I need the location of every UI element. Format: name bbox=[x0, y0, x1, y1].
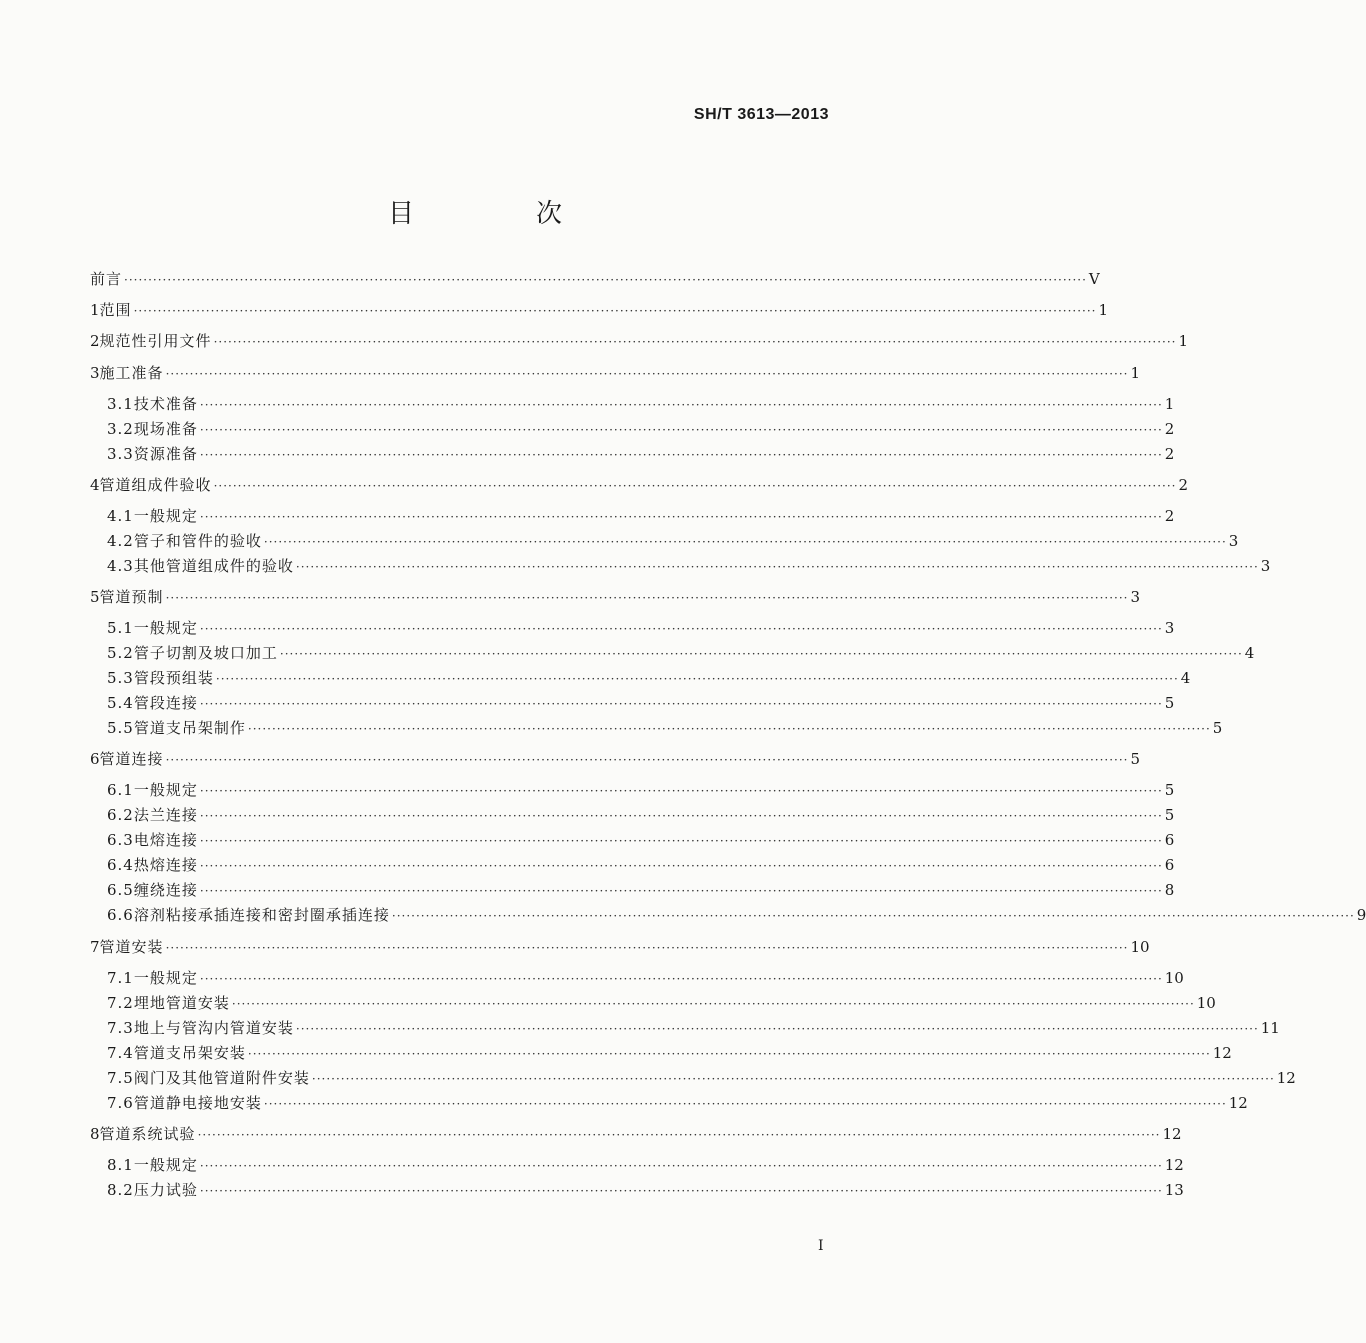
toc-entry-number: 6.5 bbox=[107, 881, 134, 899]
dot-leader: ········································································································································································································ bbox=[165, 591, 1129, 605]
toc-entry-label: 规范性引用文件 bbox=[99, 332, 212, 350]
dot-leader: ········································································································································································································ bbox=[213, 479, 1177, 493]
toc-entry-number: 2 bbox=[90, 332, 100, 350]
dot-leader: ········································································································································································································ bbox=[199, 423, 1163, 437]
toc-entry-page: 3 bbox=[1164, 619, 1175, 637]
dot-leader: ········································································································································································································ bbox=[199, 510, 1163, 524]
toc-entry-page: 1 bbox=[1130, 364, 1140, 382]
toc-entry-page: 10 bbox=[1164, 969, 1184, 987]
toc-entry-page: 12 bbox=[1228, 1094, 1248, 1112]
dot-leader: ········································································································································································································ bbox=[215, 672, 1179, 686]
toc-entry-label: 管段预组装 bbox=[133, 669, 214, 687]
dot-leader: ········································································································································································································ bbox=[165, 367, 1129, 381]
toc-entry[interactable] bbox=[107, 804, 1175, 826]
toc-entry-label: 管道组成件验收 bbox=[99, 476, 212, 494]
dot-leader: ········································································································································································································ bbox=[165, 941, 1129, 955]
toc-entry-number: 4.3 bbox=[107, 557, 134, 575]
toc-entry-page: 6 bbox=[1164, 856, 1175, 874]
toc-entry[interactable] bbox=[107, 1179, 1184, 1201]
toc-entry-page: V bbox=[1088, 270, 1100, 288]
toc-entry-page: 1 bbox=[1178, 332, 1188, 350]
dot-leader: ········································································································································································································ bbox=[263, 1097, 1227, 1111]
toc-entry-number: 7.1 bbox=[107, 969, 134, 987]
toc-entry-page: 2 bbox=[1164, 445, 1175, 463]
toc-entry-number: 3.2 bbox=[107, 420, 134, 438]
toc-entry-number: 1 bbox=[90, 301, 100, 319]
toc-entry[interactable] bbox=[90, 299, 1108, 321]
dot-leader: ········································································································································································································ bbox=[247, 722, 1211, 736]
dot-leader: ········································································································································································································ bbox=[124, 273, 1087, 287]
toc-entry-number: 3 bbox=[90, 364, 100, 382]
dot-leader: ········································································································································································································ bbox=[199, 448, 1163, 462]
toc-entry-page: 1 bbox=[1098, 301, 1108, 319]
toc-entry-number: 5.1 bbox=[107, 619, 134, 637]
toc-entry-page: 4 bbox=[1180, 669, 1191, 687]
toc-entry-page: 10 bbox=[1196, 994, 1216, 1012]
dot-leader: ········································································································································································································ bbox=[199, 859, 1163, 873]
toc-entry-label: 压力试验 bbox=[133, 1181, 198, 1199]
toc-entry[interactable] bbox=[107, 505, 1175, 527]
toc-entry-label: 现场准备 bbox=[133, 420, 198, 438]
toc-entry-number: 5.2 bbox=[107, 644, 134, 662]
toc-entry[interactable] bbox=[107, 555, 1271, 577]
toc-entry-label: 管道预制 bbox=[99, 588, 164, 606]
toc-entry[interactable] bbox=[90, 936, 1150, 958]
toc-entry[interactable] bbox=[107, 854, 1175, 876]
toc-entry-number: 7.2 bbox=[107, 994, 134, 1012]
toc-entry[interactable] bbox=[90, 748, 1140, 770]
toc-entry-number: 3.3 bbox=[107, 445, 134, 463]
toc-entry-label: 一般规定 bbox=[133, 507, 198, 525]
toc-entry-label: 管道连接 bbox=[99, 750, 164, 768]
toc-entry-page: 5 bbox=[1212, 719, 1223, 737]
toc-entry-number: 7.3 bbox=[107, 1019, 134, 1037]
dot-leader: ········································································································································································································ bbox=[199, 809, 1163, 823]
toc-entry-number: 6.6 bbox=[107, 906, 134, 924]
toc-entry-number: 4.2 bbox=[107, 532, 134, 550]
toc-entry-page: 1 bbox=[1164, 395, 1175, 413]
toc-entry-label: 管段连接 bbox=[133, 694, 198, 712]
toc-entry-page: 12 bbox=[1162, 1125, 1182, 1143]
toc-entry[interactable] bbox=[107, 1092, 1248, 1114]
toc-entry-label: 一般规定 bbox=[133, 969, 198, 987]
toc-entry-number: 4.1 bbox=[107, 507, 134, 525]
toc-entry-number: 8.2 bbox=[107, 1181, 134, 1199]
toc-entry[interactable] bbox=[90, 586, 1140, 608]
toc-entry-page: 3 bbox=[1130, 588, 1140, 606]
toc-entry-page: 5 bbox=[1164, 781, 1175, 799]
toc-entry[interactable] bbox=[107, 1042, 1232, 1064]
toc-entry-number: 8.1 bbox=[107, 1156, 134, 1174]
dot-leader: ········································································································································································································ bbox=[165, 753, 1129, 767]
toc-entry[interactable] bbox=[90, 1123, 1182, 1145]
toc-entry-label: 管道安装 bbox=[99, 938, 164, 956]
toc-entry-page: 12 bbox=[1212, 1044, 1232, 1062]
toc-entry[interactable] bbox=[107, 779, 1175, 801]
dot-leader: ········································································································································································································ bbox=[295, 1022, 1259, 1036]
toc-entry-page: 2 bbox=[1164, 507, 1175, 525]
toc-entry-page: 5 bbox=[1130, 750, 1140, 768]
toc-entry[interactable] bbox=[90, 362, 1140, 384]
toc-entry-number: 5.4 bbox=[107, 694, 134, 712]
toc-entry-page: 12 bbox=[1276, 1069, 1296, 1087]
dot-leader: ········································································································································································································ bbox=[199, 1159, 1163, 1173]
toc-entry[interactable] bbox=[107, 418, 1175, 440]
toc-entry[interactable] bbox=[107, 1017, 1280, 1039]
toc-entry-label: 管道静电接地安装 bbox=[133, 1094, 262, 1112]
toc-entry[interactable] bbox=[107, 992, 1216, 1014]
toc-entry-label: 热熔连接 bbox=[133, 856, 198, 874]
toc-entry-page: 12 bbox=[1164, 1156, 1184, 1174]
toc-entry-label: 范围 bbox=[99, 301, 132, 319]
toc-entry-label: 溶剂粘接承插连接和密封圈承插连接 bbox=[133, 906, 390, 924]
toc-entry-page: 11 bbox=[1260, 1019, 1280, 1037]
toc-entry-label: 阀门及其他管道附件安装 bbox=[133, 1069, 310, 1087]
toc-entry-label: 管子切割及坡口加工 bbox=[133, 644, 278, 662]
toc-entry-label: 地上与管沟内管道安装 bbox=[133, 1019, 294, 1037]
toc-entry-page: 3 bbox=[1260, 557, 1271, 575]
dot-leader: ········································································································································································································ bbox=[133, 304, 1097, 318]
toc-entry-page: 9 bbox=[1356, 906, 1366, 924]
toc-entry-label: 技术准备 bbox=[133, 395, 198, 413]
toc-entry[interactable] bbox=[107, 829, 1175, 851]
toc-entry-page: 2 bbox=[1178, 476, 1188, 494]
toc-entry-number: 6.3 bbox=[107, 831, 134, 849]
toc-entry-label: 施工准备 bbox=[99, 364, 164, 382]
toc-entry-label: 一般规定 bbox=[133, 1156, 198, 1174]
dot-leader: ········································································································································································································ bbox=[295, 560, 1259, 574]
toc-entry-label: 法兰连接 bbox=[133, 806, 198, 824]
dot-leader: ········································································································································································································ bbox=[199, 697, 1163, 711]
toc-entry-number: 5.3 bbox=[107, 669, 134, 687]
toc-entry-number: 3.1 bbox=[107, 395, 134, 413]
toc-entry-page: 3 bbox=[1228, 532, 1239, 550]
page-number: I bbox=[818, 1238, 824, 1254]
toc-entry-label: 管子和管件的验收 bbox=[133, 532, 262, 550]
toc-entry-label: 管道支吊架制作 bbox=[133, 719, 246, 737]
toc-entry[interactable] bbox=[107, 393, 1175, 415]
toc-entry-number: 8 bbox=[90, 1125, 100, 1143]
toc-entry-label: 埋地管道安装 bbox=[133, 994, 230, 1012]
standard-code: SH/T 3613—2013 bbox=[693, 106, 829, 123]
dot-leader: ········································································································································································································ bbox=[231, 997, 1195, 1011]
toc-entry[interactable] bbox=[107, 617, 1175, 639]
toc-entry-label: 一般规定 bbox=[133, 619, 198, 637]
toc-entry-label: 管道支吊架安装 bbox=[133, 1044, 246, 1062]
toc-entry-page: 5 bbox=[1164, 806, 1175, 824]
toc-entry-number: 5 bbox=[90, 588, 100, 606]
toc-entry[interactable] bbox=[107, 692, 1175, 714]
dot-leader: ········································································································································································································ bbox=[263, 535, 1227, 549]
toc-entry[interactable] bbox=[107, 443, 1175, 465]
toc-entry[interactable] bbox=[107, 1067, 1296, 1089]
toc-entry-number: 7.5 bbox=[107, 1069, 134, 1087]
toc-entry-label: 缠绕连接 bbox=[133, 881, 198, 899]
dot-leader: ········································································································································································································ bbox=[391, 909, 1355, 923]
toc-entry-label: 电熔连接 bbox=[133, 831, 198, 849]
toc-entry[interactable] bbox=[90, 474, 1188, 496]
toc-entry[interactable] bbox=[90, 330, 1188, 352]
dot-leader: ········································································································································································································ bbox=[199, 834, 1163, 848]
toc-entry-page: 4 bbox=[1244, 644, 1255, 662]
dot-leader: ········································································································································································································ bbox=[199, 622, 1163, 636]
toc-entry-page: 13 bbox=[1164, 1181, 1184, 1199]
dot-leader: ········································································································································································································ bbox=[247, 1047, 1211, 1061]
toc-entry-number: 7 bbox=[90, 938, 100, 956]
toc-entry-page: 5 bbox=[1164, 694, 1175, 712]
toc-entry-number: 6.2 bbox=[107, 806, 134, 824]
toc-entry-label: 管道系统试验 bbox=[99, 1125, 196, 1143]
toc-entry-number: 6.4 bbox=[107, 856, 134, 874]
toc-entry[interactable] bbox=[107, 1154, 1184, 1176]
toc-entry-number: 6 bbox=[90, 750, 100, 768]
toc-entry[interactable] bbox=[107, 879, 1175, 901]
toc-entry-label: 前言 bbox=[90, 270, 123, 288]
toc-entry-label: 资源准备 bbox=[133, 445, 198, 463]
toc-entry[interactable] bbox=[107, 904, 1366, 926]
dot-leader: ········································································································································································································ bbox=[311, 1072, 1275, 1086]
toc-entry[interactable] bbox=[107, 530, 1239, 552]
toc-entry[interactable] bbox=[107, 667, 1191, 689]
toc-entry-number: 4 bbox=[90, 476, 100, 494]
toc-entry[interactable] bbox=[107, 717, 1223, 739]
dot-leader: ········································································································································································································ bbox=[279, 647, 1243, 661]
dot-leader: ········································································································································································································ bbox=[197, 1128, 1161, 1142]
dot-leader: ········································································································································································································ bbox=[199, 884, 1163, 898]
dot-leader: ········································································································································································································ bbox=[199, 398, 1163, 412]
toc-entry-page: 8 bbox=[1164, 881, 1175, 899]
toc-entry-label: 其他管道组成件的验收 bbox=[133, 557, 294, 575]
dot-leader: ········································································································································································································ bbox=[199, 784, 1163, 798]
dot-leader: ········································································································································································································ bbox=[199, 1184, 1163, 1198]
toc-entry[interactable] bbox=[107, 967, 1184, 989]
dot-leader: ········································································································································································································ bbox=[213, 335, 1177, 349]
toc-entry-label: 一般规定 bbox=[133, 781, 198, 799]
toc-entry[interactable] bbox=[107, 642, 1255, 664]
toc-entry-number: 7.4 bbox=[107, 1044, 134, 1062]
toc-entry-number: 5.5 bbox=[107, 719, 134, 737]
toc-entry[interactable] bbox=[90, 268, 1100, 290]
toc-entry-number: 7.6 bbox=[107, 1094, 134, 1112]
page-title: 目 次 bbox=[387, 199, 610, 229]
toc-entry-page: 10 bbox=[1130, 938, 1150, 956]
toc-entry-number: 6.1 bbox=[107, 781, 134, 799]
toc-entry-page: 2 bbox=[1164, 420, 1175, 438]
dot-leader: ········································································································································································································ bbox=[199, 972, 1163, 986]
toc-entry-page: 6 bbox=[1164, 831, 1175, 849]
